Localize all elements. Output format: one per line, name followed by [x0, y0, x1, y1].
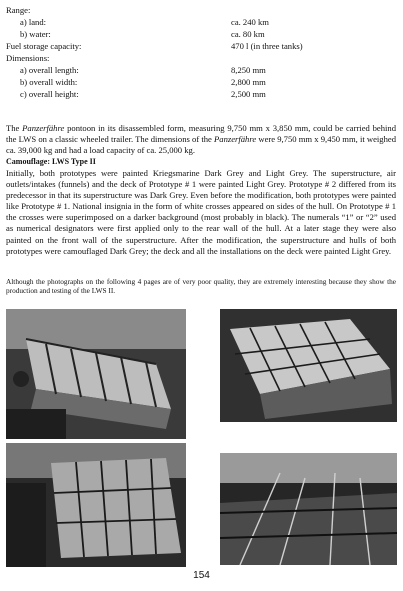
- photo-hull-construction-2: [220, 309, 397, 422]
- dimensions-label: Dimensions:: [6, 53, 50, 63]
- panzerfahre-term-1: Panzerfähre: [22, 123, 65, 133]
- camouflage-paragraph: Initially, both prototypes were painted Kriegsmarine Dark Grey and Light Grey. The superstructure, air outlets/intakes (funnels) and the deck of Prototype # 1 were painted Light Grey. Prototype # 2 differed from its predecessor in that its superstructure was Dark Grey. Even before the modification, both prototypes were painted like Prototype # 1. National insignia in the form of white crosses appeared on sides of the hull. On Prototype # 1 the crosses were superimposed on a darker background (most probably in black). The numerals “1” or “2” used as numerical designators were first applied only to the rear wall of the hull. At a later stage they were also painted on the front wall of the superstructure. After the modification, the superstructure and hulls of both prototypes were camouflaged Dark Grey; the deck and all the installations on the deck were painted Light Grey.: [6, 168, 396, 256]
- land-value: ca. 240 km: [231, 17, 269, 27]
- photo-hull-construction-3: [6, 443, 186, 567]
- page-number: 154: [193, 570, 210, 581]
- pontoon-text-3: were 9,750 mm x 9,450 mm, it weighed ca. 39,000 kg and had a load capacity of ca. 25,000 kg.: [6, 134, 397, 156]
- height-value: 2,500 mm: [231, 89, 266, 99]
- range-label: Range:: [6, 5, 31, 15]
- panzerfahre-term-2: Panzerfähre: [214, 134, 257, 145]
- land-label: a) land:: [20, 17, 47, 27]
- water-value: ca. 80 km: [231, 29, 265, 39]
- photo-hull-construction-1: [6, 309, 186, 439]
- pontoon-paragraph: [6, 123, 396, 156]
- length-value: 8,250 mm: [231, 65, 266, 75]
- height-label: c) overall height:: [20, 89, 79, 99]
- pontoon-text-2: pontoon in its disassembled form, measuring 9,750 mm x 3,850 mm, could be carried behind the LWS on a classic wheeled trailer. The dimensions of the: [6, 123, 396, 145]
- fuel-value: 470 l (in three tanks): [231, 41, 303, 51]
- length-label: a) overall length:: [20, 65, 79, 75]
- width-value: 2,800 mm: [231, 77, 266, 87]
- water-label: b) water:: [20, 29, 51, 39]
- photo-hull-construction-4: [220, 453, 397, 565]
- width-label: b) overall width:: [20, 77, 78, 87]
- fuel-label: Fuel storage capacity:: [6, 41, 82, 51]
- camouflage-heading: Camouflage: LWS Type II: [6, 157, 96, 166]
- pontoon-text-1: The: [6, 123, 23, 133]
- photo-caption: Although the photographs on the following 4 pages are of very poor quality, they are extremely interesting because they show the production and testing of the LWS II.: [6, 277, 396, 296]
